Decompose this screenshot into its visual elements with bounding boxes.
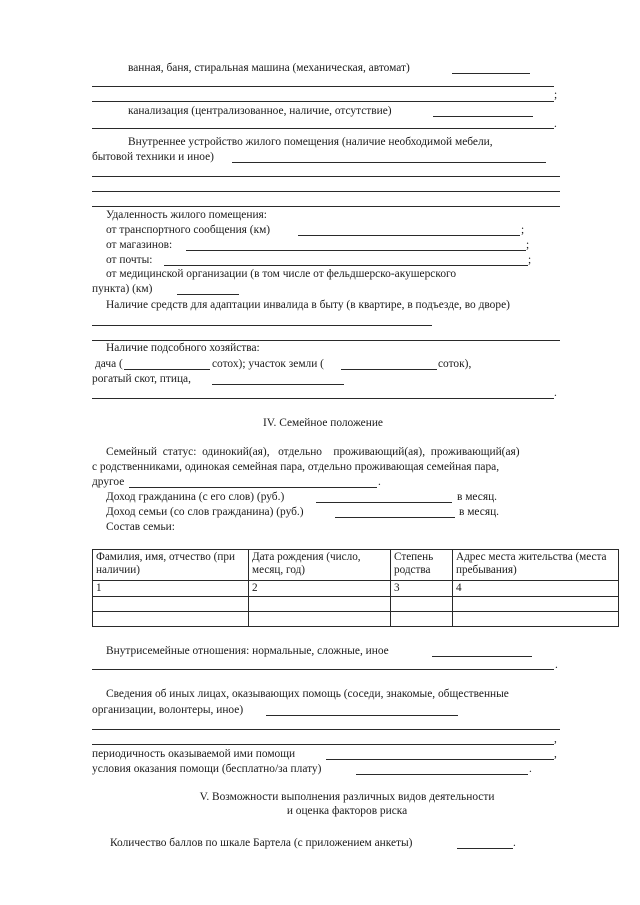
interior-label-line2: бытовой техники и иное) (92, 151, 214, 163)
col-birthdate-header: Дата рождения (число, месяц, год) (249, 550, 391, 581)
sewer-period: . (554, 118, 557, 130)
dacha-field[interactable] (124, 369, 210, 370)
sewer-field[interactable] (433, 116, 533, 117)
barthel-label: Количество баллов по шкале Бартела (с приложением анкеты) (110, 837, 413, 849)
family-status-other-field[interactable] (129, 487, 377, 488)
col-relation-header: Степень родства (391, 550, 453, 581)
adaptation-label: Наличие средств для адаптации инвалида в быту (в квартире, в подъезде, во дворе) (106, 299, 510, 311)
section5-heading-line1: V. Возможности выполнения различных видов деятельности (199, 791, 495, 803)
table-cell[interactable] (453, 612, 619, 627)
livestock-label: рогатый скот, птица, (92, 373, 191, 385)
relations-label: Внутрисемейные отношения: нормальные, сложные, иное (106, 645, 389, 657)
relations-field-line2[interactable] (92, 669, 554, 670)
shops-semicolon: ; (526, 239, 530, 251)
table-cell[interactable] (249, 597, 391, 612)
dacha-open: дача ( (95, 358, 123, 370)
distance-transport-field[interactable] (298, 235, 520, 236)
income-citizen-field[interactable] (316, 502, 452, 503)
frequency-comma: , (554, 748, 557, 760)
bath-field-line3[interactable] (92, 101, 554, 102)
family-composition-label: Состав семьи: (106, 521, 175, 533)
farm-title: Наличие подсобного хозяйства: (106, 342, 260, 354)
conditions-period: . (529, 763, 532, 775)
post-semicolon: ; (528, 254, 532, 266)
interior-label-line1: Внутреннее устройство жилого помещения (наличие необходимой мебели, (128, 136, 493, 148)
table-cell[interactable] (453, 597, 619, 612)
distance-title: Удаленность жилого помещения: (106, 209, 267, 221)
adaptation-field[interactable] (92, 325, 432, 326)
distance-medical-line2: пункта) (км) (92, 283, 153, 295)
help-frequency-label: периодичность оказываемой ими помощи (92, 748, 296, 760)
table-cell[interactable] (93, 612, 249, 627)
bath-field-line2[interactable] (92, 86, 554, 87)
interior-field-line4[interactable] (92, 206, 560, 207)
land-close: соток), (438, 358, 472, 370)
col-number: 2 (249, 581, 391, 597)
barthel-period: . (513, 837, 516, 849)
family-table (92, 549, 619, 627)
family-status-line1-text: Семейный статус: одинокий(ая), отдельно проживающий(ая), проживающий(ая) (106, 446, 520, 458)
income-citizen-label: Доход гражданина (с его слов) (руб.) (106, 491, 285, 503)
section5-heading-line2: и оценка факторов риска (286, 805, 408, 817)
table-cell[interactable] (93, 597, 249, 612)
table-cell[interactable] (249, 612, 391, 627)
section4-heading: IV. Семейное положение (263, 417, 383, 429)
help-conditions-label: условия оказания помощи (бесплатно/за плату) (92, 763, 322, 775)
land-field[interactable] (341, 369, 437, 370)
barthel-field[interactable] (457, 848, 513, 849)
income-family-field[interactable] (335, 517, 455, 518)
interior-field[interactable] (232, 162, 546, 163)
table-cell[interactable] (391, 612, 453, 627)
table-row[interactable] (93, 597, 619, 612)
family-table-header (93, 550, 619, 581)
adaptation-field-line2[interactable] (92, 340, 560, 341)
col-name-header: Фамилия, имя, отчество (при наличии) (93, 550, 249, 581)
table-row[interactable] (93, 612, 619, 627)
bath-semicolon: ; (554, 89, 558, 101)
livestock-period: . (554, 387, 557, 399)
interior-field-line2[interactable] (92, 176, 560, 177)
status-other-period: . (378, 476, 381, 488)
livestock-field-line2[interactable] (92, 398, 554, 399)
family-table-number-row (93, 581, 619, 597)
help-frequency-field[interactable] (326, 759, 554, 760)
distance-post-label: от почты: (106, 254, 153, 266)
income-citizen-unit: в месяц. (457, 491, 498, 503)
distance-shops-label: от магазинов: (106, 239, 173, 251)
helpers-comma: , (554, 733, 557, 745)
relations-period: . (555, 659, 558, 671)
income-family-label: Доход семьи (со слов гражданина) (руб.) (106, 506, 304, 518)
interior-field-line3[interactable] (92, 191, 560, 192)
family-status-other: другое (92, 476, 125, 488)
col-address-header: Адрес места жительства (места пребывания) (453, 550, 619, 581)
helpers-label-line1: Сведения об иных лицах, оказывающих помощь (соседи, знакомые, общественные (106, 688, 509, 700)
col-number: 1 (93, 581, 249, 597)
livestock-field[interactable] (212, 384, 344, 385)
distance-post-field[interactable] (164, 265, 528, 266)
bath-label: ванная, баня, стиральная машина (механическая, автомат) (128, 62, 410, 74)
transport-semicolon: ; (521, 224, 525, 236)
distance-transport-label: от транспортного сообщения (км) (106, 224, 271, 236)
sewer-field-line2[interactable] (92, 128, 554, 129)
col-number: 3 (391, 581, 453, 597)
helpers-field-line2[interactable] (92, 729, 560, 730)
table-cell[interactable] (391, 597, 453, 612)
sewer-label: канализация (централизованное, наличие, отсутствие) (128, 105, 392, 117)
col-number: 4 (453, 581, 619, 597)
helpers-field-line3[interactable] (92, 744, 554, 745)
helpers-field[interactable] (266, 715, 458, 716)
family-status-line1 (106, 446, 592, 459)
family-status-line2: с родственниками, одинокая семейная пара, отдельно проживающая семейная пара, (92, 461, 500, 473)
distance-medical-line1: от медицинской организации (в том числе от фельдшерско-акушерского (106, 268, 457, 280)
distance-medical-field[interactable] (177, 294, 239, 295)
relations-field[interactable] (432, 656, 532, 657)
helpers-label-line2: организации, волонтеры, иное) (92, 704, 244, 716)
income-family-unit: в месяц. (459, 506, 500, 518)
help-conditions-field[interactable] (356, 774, 528, 775)
dacha-close: сотох); участок земли ( (212, 358, 324, 370)
distance-shops-field[interactable] (186, 250, 526, 251)
bath-field[interactable] (452, 73, 530, 74)
